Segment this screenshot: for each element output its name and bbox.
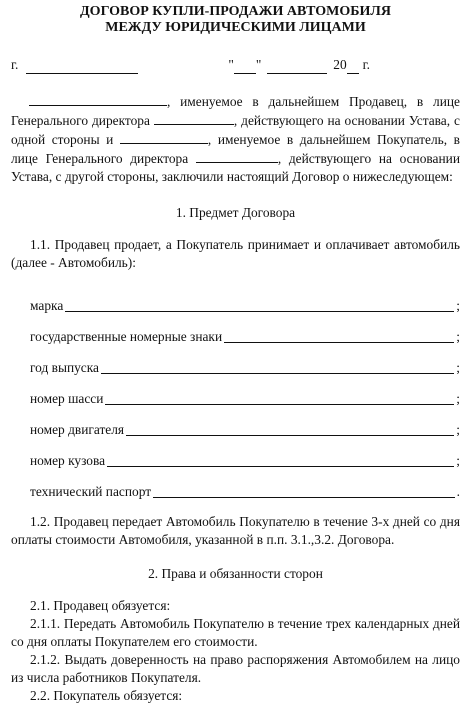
buyer-name-blank [120,130,208,144]
field-end: ; [456,391,460,406]
field-brand [11,284,460,315]
seller-name-blank [29,92,167,106]
year-prefix: 20 [333,57,347,72]
field-body [11,439,460,470]
title-line-2: МЕЖДУ ЮРИДИЧЕСКИМИ ЛИЦАМИ [105,20,366,35]
field-blank [224,329,454,343]
field-label: номер шасси [30,391,104,406]
field-year [11,346,460,377]
city-blank [26,60,138,74]
field-blank [126,422,454,436]
quote-open: " [228,57,234,72]
field-label: номер кузова [30,453,106,468]
preamble-text-4: , действующего на основании Устава, с другой стороны, заключили настоящий Договор о нижеследующем: [11,151,460,184]
document-title [11,4,460,36]
field-end: ; [456,453,460,468]
quote-close: " [255,57,262,72]
field-label: год выпуска [30,360,99,375]
field-blank [101,360,454,374]
field-end: ; [456,422,460,437]
preamble [11,92,460,186]
clause-2-1-2: 2.1.2. Выдать доверенность на право распоряжения Автомобилем на лицо из числа работников Покупателя. [11,652,460,685]
city-prefix: г. [11,57,19,72]
field-end: ; [456,329,460,344]
preamble-text-3: , именуемое в дальнейшем Покупатель, в лице Генерального директора [11,132,460,166]
year-blank [347,60,359,74]
vehicle-fields [11,284,460,501]
buyer-director-blank [196,149,278,163]
field-chassis [11,377,460,408]
section-2-heading: 2. Права и обязанности сторон [148,566,323,581]
clause-1-2: 1.2. Продавец передает Автомобиль Покупателю в течение 3-х дней со дня оплаты стоимости Автомобиля, указанной в п.п. 3.1.,3.2. Договора. [11,514,460,547]
field-label: номер двигателя [30,422,125,437]
field-end: . [456,484,460,499]
clause-2-2: 2.2. Покупатель обязуется: [30,688,183,703]
seller-director-blank [154,111,234,125]
field-passport [11,470,460,501]
year-suffix: г. [362,57,371,72]
field-end: ; [456,298,460,313]
section-1-heading: 1. Предмет Договора [175,205,296,220]
preamble-text-1: , именуемое в дальнейшем Продавец, в лице Генерального директора [11,94,460,128]
field-label: государственные номерные знаки [30,329,223,344]
field-engine [11,408,460,439]
title-line-1: ДОГОВОР КУПЛИ-ПРОДАЖИ АВТОМОБИЛЯ [80,4,391,19]
field-plates [11,315,460,346]
field-blank [65,298,454,312]
day-blank [234,60,256,74]
field-end: ; [456,360,460,375]
clause-2-1-1: 2.1.1. Передать Автомобиль Покупателю в течение трех календарных дней со дня оплаты Покупателем его стоимости. [11,616,460,649]
field-blank [107,453,454,467]
preamble-text-2: , действующего на основании Устава, с одной стороны и [11,113,460,147]
field-blank [105,391,454,405]
field-label: марка [30,298,64,313]
clause-1-1: 1.1. Продавец продает, а Покупатель принимает и оплачивает автомобиль (далее - Автомобиль): [11,237,460,270]
clause-2-1: 2.1. Продавец обязуется: [30,598,171,613]
month-blank [267,60,327,74]
place-date-line [11,56,460,74]
field-label: технический паспорт [30,484,152,499]
field-blank [153,484,455,498]
